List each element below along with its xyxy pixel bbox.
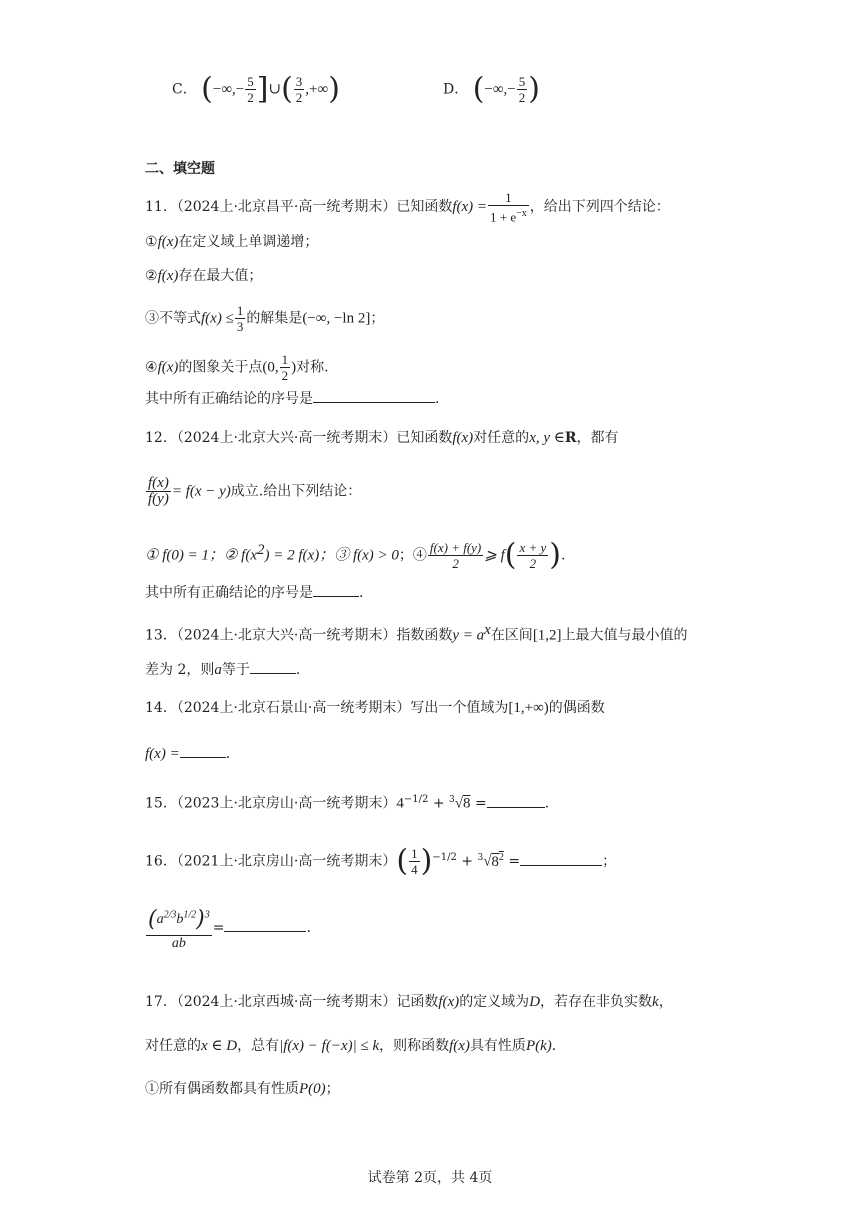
option-c: C． (−∞,− $\frac{5}{2}$ ]∪( $\frac{3}{2}$ ,+∞) [172, 71, 340, 107]
question-12-prompt: 其中所有正确结论的序号是 . [145, 582, 363, 603]
question-13-line-2: 差为 2，则a等于 . [145, 659, 300, 680]
fraction: $\frac{1}{1 + e^{-x}}$ [490, 190, 527, 225]
question-17-line-2: 对任意的x ∈ D，总有|f(x) − f(−x)| ≤ k，则称函数f(x)具有性质P(k). [145, 1038, 557, 1054]
answer-blank[interactable] [313, 388, 435, 403]
fraction: $\frac{5}{2}$ [247, 74, 254, 105]
option-c-label: C． [172, 81, 197, 98]
question-12-equation: $\frac{f(x)}{f(y)}$ = f(x − y)成立.给出下列结论： [148, 475, 362, 507]
question-16: 16．（2021上·北京房山·高一统考期末）( $\frac{1}{4}$ )$^{-1/2} + ^3√8^2$ = ； [145, 843, 617, 879]
option-d: D． (−∞,− $\frac{5}{2}$ ) [443, 71, 540, 107]
question-17-item-1: ①所有偶函数都具有性质P(0)； [145, 1081, 340, 1097]
fraction: $\frac{f(x) + f(y)}{2}$ [429, 540, 482, 572]
answer-blank[interactable] [250, 659, 296, 674]
question-11-prompt: 其中所有正确结论的序号是 . [145, 388, 439, 409]
section-title: 二、填空题 [145, 161, 215, 177]
answer-blank[interactable] [520, 851, 602, 866]
answer-blank[interactable] [487, 793, 545, 808]
fraction: $\frac{3}{2}$ [295, 74, 303, 105]
answer-blank[interactable] [224, 917, 306, 932]
question-11-item-3: ③不等式f(x) ≤ $\frac{1}{3}$ 的解集是(−∞, −ln 2]； [145, 303, 385, 334]
question-14-line-2: f(x) = . [145, 743, 230, 764]
fraction: $\frac{1}{3}$ [236, 303, 244, 334]
question-12-stem: 12．（2024上·北京大兴·高一统考期末）已知函数f(x)对任意的x, y ∈R，都有 [145, 430, 619, 446]
question-15: 15．（2023上·北京房山·高一统考期末）$4^{-1/2} + ^3√8$ = . [145, 794, 550, 812]
page-footer: 试卷第 2页，共 4页 [367, 1170, 493, 1186]
fraction: $\frac{1}{4}$ [411, 846, 418, 877]
question-11-item-4: ④f(x)的图象关于点(0, $\frac{1}{2}$ )对称. [145, 352, 329, 383]
question-14-stem: 14．（2024上·北京石景山·高一统考期末）写出一个值域为[1,+∞)的偶函数 [145, 700, 605, 716]
question-11-item-2: ②f(x)存在最大值； [145, 268, 263, 284]
answer-blank[interactable] [313, 582, 359, 597]
question-13-stem: 13．（2024上·北京大兴·高一统考期末）指数函数$y = a^x$在区间[1,2]上最大值与最小值的 [145, 622, 688, 644]
fraction: $\frac{5}{2}$ [518, 74, 526, 105]
answer-blank[interactable] [180, 743, 226, 758]
question-11-item-1: ①f(x)在定义域上单调递增； [145, 234, 319, 250]
question-12-conclusions: ① f(0) = 1；② $f(x^2) = 2$ f(x)；③ f(x) > 0；④ $\frac{f(x) + f(y)}{2}$ ⩾ f( $\frac{x + y}{2}$ ). [145, 537, 566, 573]
fraction: $\frac{f(x)}{f(y)}$ [148, 475, 169, 507]
question-11-stem: 11．（2024上·北京昌平·高一统考期末）已知函数f(x) = $\frac{1}{1 + e^{-x}}$ ，给出下列四个结论： [145, 190, 670, 225]
fraction: $\frac{1}{2}$ [281, 352, 289, 383]
fraction: $\frac{x + y}{2}$ [519, 540, 547, 572]
question-17-stem: 17．（2024上·北京西城·高一统考期末）记函数f(x)的定义域为D，若存在非负实数k， [145, 994, 673, 1010]
option-d-label: D． [443, 81, 469, 98]
fraction: $\frac{(a^{2/3}b^{1/2})^3}{ab}$ [148, 907, 210, 951]
question-16-part-2: $\frac{(a^{2/3}b^{1/2})^3}{ab}$ = . [148, 907, 311, 951]
